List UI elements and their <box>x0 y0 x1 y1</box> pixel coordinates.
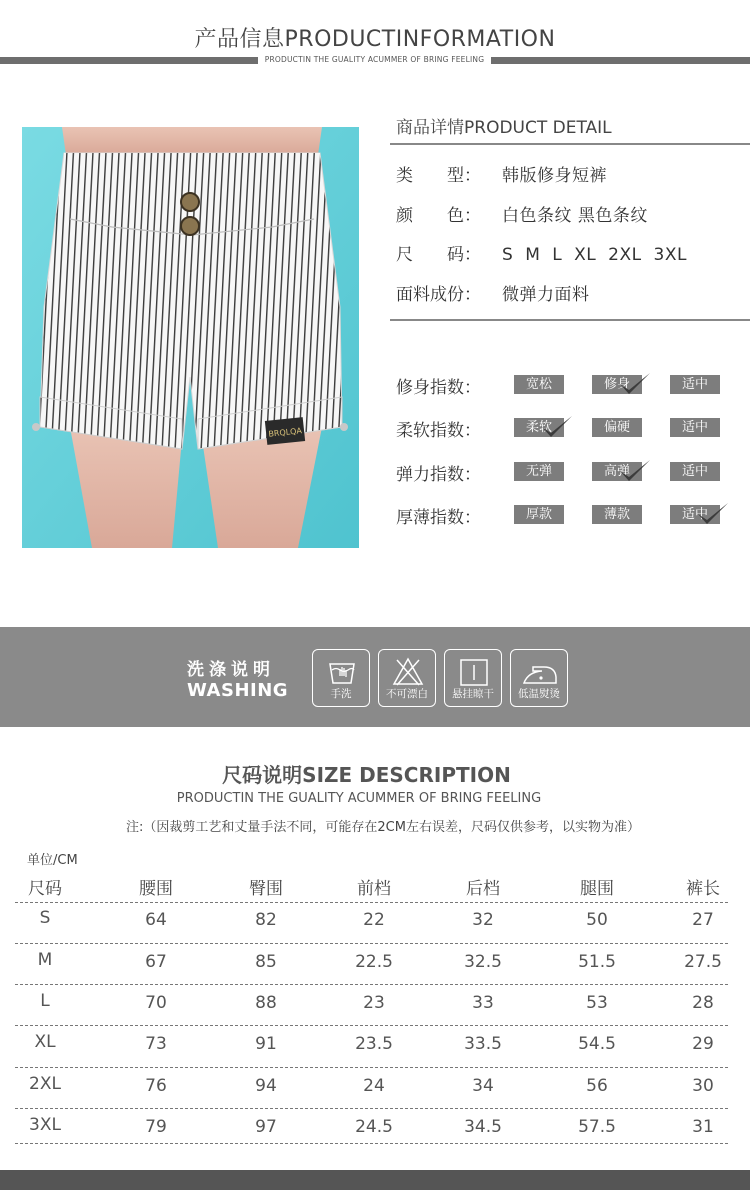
detail-value: 韩版修身短裤 <box>502 166 607 186</box>
header-divider-right <box>491 57 750 64</box>
table-cell: 27 <box>692 910 714 930</box>
size-label-cell: S <box>39 908 51 928</box>
table-cell: 30 <box>692 1076 714 1096</box>
detail-row-fabric <box>396 280 590 305</box>
table-cell: 79 <box>145 1117 167 1137</box>
table-cell: 32.5 <box>464 952 502 972</box>
column-header: 尺码 <box>28 879 62 899</box>
checkmark-icon <box>696 501 730 529</box>
size-unit: 单位/CM <box>27 853 78 868</box>
no-bleach-icon <box>378 649 436 707</box>
hand-wash-icon <box>312 649 370 707</box>
index-option-selected: 高弹 <box>592 462 642 481</box>
table-cell: 29 <box>692 1034 714 1054</box>
column-header: 后档 <box>466 879 500 899</box>
size-description-subtitle: PRODUCTIN THE GUALITY ACUMMER OF BRING FEELING <box>176 791 542 806</box>
column-header: 腿围 <box>580 879 614 899</box>
checkmark-icon <box>618 371 652 399</box>
index-option-selected: 适中 <box>670 505 720 524</box>
washing-band <box>0 627 750 727</box>
detail-row-type <box>396 161 607 186</box>
detail-label: 尺 码： <box>396 245 481 265</box>
label-patch-text: BRQLQA <box>267 426 303 439</box>
table-cell: 24.5 <box>355 1117 393 1137</box>
table-cell: 23 <box>363 993 385 1013</box>
table-cell: 70 <box>145 993 167 1013</box>
detail-value: 白色条纹 黑色条纹 <box>502 206 648 226</box>
table-cell: 53 <box>586 993 608 1013</box>
table-divider <box>15 1108 728 1109</box>
index-option: 薄款 <box>592 505 642 524</box>
table-cell: 73 <box>145 1034 167 1054</box>
index-option-selected: 修身 <box>592 375 642 394</box>
wash-icon-label: 悬挂晾干 <box>452 688 494 700</box>
detail-value: 微弹力面料 <box>502 285 590 305</box>
size-label-cell: 3XL <box>29 1115 61 1135</box>
table-cell: 24 <box>363 1076 385 1096</box>
size-description-title: 尺码说明SIZE DESCRIPTION <box>222 763 511 787</box>
index-label: 厚薄指数： <box>396 508 481 528</box>
index-option: 适中 <box>670 462 720 481</box>
size-note: 注:（因裁剪工艺和丈量手法不同，可能存在2CM左右误差，尺码仅供参考，以实物为准） <box>126 820 640 835</box>
table-cell: 33.5 <box>464 1034 502 1054</box>
table-row <box>0 1034 750 1064</box>
size-table-header <box>0 874 750 898</box>
index-option-selected: 柔软 <box>514 418 564 437</box>
table-divider <box>15 1067 728 1068</box>
footer-bar <box>0 1170 750 1190</box>
table-row <box>0 993 750 1023</box>
table-cell: 91 <box>255 1034 277 1054</box>
column-header: 裤长 <box>686 879 720 899</box>
column-header: 腰围 <box>139 879 173 899</box>
table-cell: 88 <box>255 993 277 1013</box>
table-row <box>0 1076 750 1106</box>
wash-icon-label: 低温熨烫 <box>518 688 560 700</box>
index-option: 偏硬 <box>592 418 642 437</box>
detail-divider-bottom <box>390 319 750 321</box>
size-label-cell: L <box>40 991 50 1011</box>
index-row <box>396 373 750 397</box>
table-cell: 22.5 <box>355 952 393 972</box>
column-header: 臀围 <box>249 879 283 899</box>
low-iron-icon <box>510 649 568 707</box>
size-label-cell: 2XL <box>29 1074 61 1094</box>
table-cell: 27.5 <box>684 952 722 972</box>
table-cell: 32 <box>472 910 494 930</box>
table-divider <box>15 984 728 985</box>
header-subtitle: PRODUCTIN THE GUALITY ACUMMER OF BRING FEELING <box>264 55 485 64</box>
table-cell: 94 <box>255 1076 277 1096</box>
index-option: 适中 <box>670 375 720 394</box>
hang-dry-icon <box>444 649 502 707</box>
detail-divider-top <box>390 143 750 145</box>
table-cell: 50 <box>586 910 608 930</box>
wash-icon-label: 不可漂白 <box>386 688 428 700</box>
table-cell: 34.5 <box>464 1117 502 1137</box>
index-label: 修身指数： <box>396 378 481 398</box>
size-label-cell: M <box>37 950 53 970</box>
table-cell: 28 <box>692 993 714 1013</box>
index-option: 无弹 <box>514 462 564 481</box>
table-cell: 97 <box>255 1117 277 1137</box>
table-cell: 54.5 <box>578 1034 616 1054</box>
column-header: 前档 <box>357 879 391 899</box>
table-row <box>0 910 750 940</box>
wash-icon-label: 手洗 <box>330 688 352 700</box>
product-photo <box>22 127 359 548</box>
section-title-product-information: 产品信息PRODUCTINFORMATION <box>194 27 556 52</box>
product-detail-title: 商品详情PRODUCT DETAIL <box>396 118 612 138</box>
header-divider-left <box>0 57 258 64</box>
washing-title-cn: 洗涤说明 <box>187 660 275 680</box>
detail-row-color <box>396 201 648 226</box>
washing-title-en: WASHING <box>187 680 289 701</box>
detail-label: 面料成份： <box>396 285 481 305</box>
striped-shorts-illustration <box>22 127 359 548</box>
table-cell: 22 <box>363 910 385 930</box>
detail-value: S M L XL 2XL 3XL <box>502 245 687 265</box>
index-row <box>396 503 750 527</box>
checkmark-icon <box>618 458 652 486</box>
table-cell: 23.5 <box>355 1034 393 1054</box>
table-divider <box>15 902 728 903</box>
index-row <box>396 460 750 484</box>
index-option: 宽松 <box>514 375 564 394</box>
detail-label: 颜 色： <box>396 206 481 226</box>
index-label: 柔软指数： <box>396 421 481 441</box>
table-row <box>0 952 750 982</box>
index-label: 弹力指数： <box>396 465 481 485</box>
size-label-cell: XL <box>34 1032 56 1052</box>
table-cell: 51.5 <box>578 952 616 972</box>
table-divider <box>15 943 728 944</box>
table-cell: 82 <box>255 910 277 930</box>
table-cell: 85 <box>255 952 277 972</box>
table-divider <box>15 1025 728 1026</box>
table-row <box>0 1117 750 1147</box>
table-cell: 76 <box>145 1076 167 1096</box>
table-cell: 34 <box>472 1076 494 1096</box>
index-option: 厚款 <box>514 505 564 524</box>
table-cell: 57.5 <box>578 1117 616 1137</box>
table-cell: 31 <box>692 1117 714 1137</box>
table-cell: 64 <box>145 910 167 930</box>
table-cell: 67 <box>145 952 167 972</box>
detail-row-size <box>396 240 687 265</box>
detail-label: 类 型： <box>396 166 481 186</box>
table-cell: 33 <box>472 993 494 1013</box>
table-cell: 56 <box>586 1076 608 1096</box>
checkmark-icon <box>540 414 574 442</box>
index-option: 适中 <box>670 418 720 437</box>
index-row <box>396 416 750 440</box>
